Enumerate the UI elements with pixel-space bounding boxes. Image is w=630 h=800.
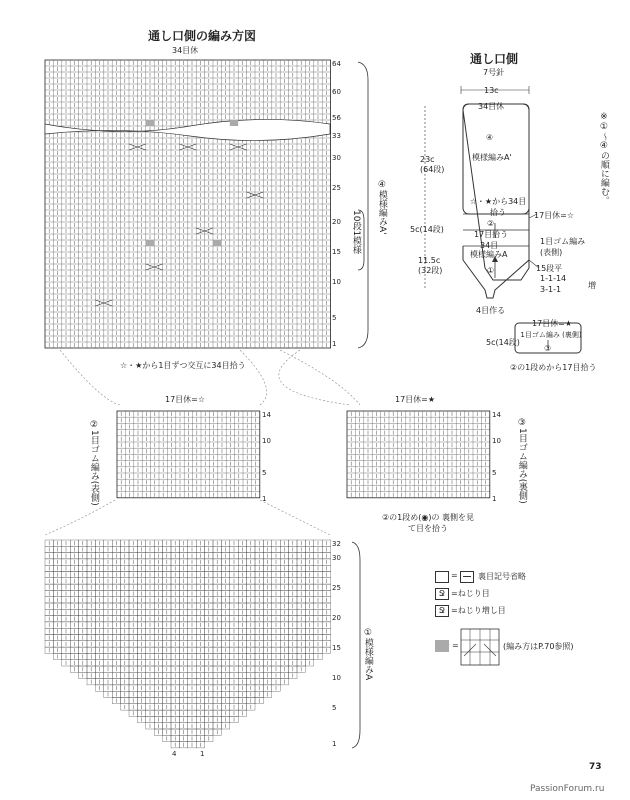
schematic-pickup-note: ☆・★から34目拾う [469, 197, 527, 217]
row-label: 25 [332, 184, 341, 192]
schematic-dim-23: 23c (64段) [420, 155, 445, 174]
row-label: 5 [332, 314, 337, 322]
schematic-rest-star-white: 17目休=☆ [534, 211, 575, 220]
row-label: 15 [332, 248, 341, 256]
schematic-increase-word: 増 [588, 281, 596, 290]
top-chart-stitch-label: 34目休 [172, 46, 199, 55]
legend-purl-box [460, 571, 474, 583]
top-stitch-chart [40, 58, 340, 356]
row-label: 30 [332, 154, 341, 162]
grey-cell [146, 120, 154, 126]
schematic-part1-num: ① [487, 266, 495, 275]
row-label: 1 [332, 740, 337, 748]
bottom-chart-bracket [350, 540, 373, 750]
legend-cable-eq: = [452, 641, 459, 650]
mid-right-stitch-chart [344, 407, 504, 503]
bottom-stitch-num: 1 [200, 750, 205, 758]
schematic-width-top: 13c [484, 86, 499, 95]
row-label: 56 [332, 114, 341, 122]
schematic-increase-rows: 15段平 [536, 264, 563, 273]
mid-left-stitch-chart [114, 407, 274, 503]
schematic-dim-5: 5c(14段) [410, 225, 444, 234]
row-label: 30 [332, 554, 341, 562]
legend-cable-swatch [435, 640, 449, 652]
legend-knit-box [435, 571, 449, 583]
schematic-increase-1: 1-1-14 [540, 274, 567, 283]
legend-twist-text: =ねじり目 [451, 589, 490, 598]
top-chart-bracket [354, 60, 394, 350]
schematic-dim-11: 11.5c (32段) [418, 256, 443, 275]
schematic-needle: 7号針 [483, 68, 505, 77]
row-label: 10 [332, 674, 341, 682]
schematic-rib-front: 1目ゴム編み (表側) [540, 237, 586, 257]
row-label: 14 [492, 411, 501, 419]
mid-right-note: ②の1段め(◉)の 裏側を見て目を拾う [381, 513, 475, 533]
schematic-title: 通し口側 [470, 52, 519, 66]
legend-eq: = [451, 571, 458, 580]
row-label: 64 [332, 60, 341, 68]
schematic-stitch-34: 34目 [480, 241, 499, 250]
top-chart-section-label: ④模様編みA' [376, 180, 387, 235]
row-label: 15 [332, 644, 341, 652]
legend-cable-ref: (編み方はP.70参照) [503, 642, 574, 651]
schematic-order-note: ※①～④の順に編む。 [598, 112, 609, 205]
row-label: 33 [332, 132, 341, 140]
schematic-part4-label: 模様編みA' [472, 153, 512, 162]
row-label: 20 [332, 614, 341, 622]
row-label: 1 [332, 340, 337, 348]
row-label: 10 [492, 437, 501, 445]
bottom-chart-section-label: ①模様編みA [362, 628, 373, 681]
bottom-stitch-num: 4 [172, 750, 177, 758]
schematic-part2-num: ② [487, 219, 495, 228]
legend-purl-text: 裏目記号省略 [478, 572, 526, 581]
top-chart-repeat-label: 10段1模様 [350, 210, 361, 255]
row-label: 25 [332, 584, 341, 592]
row-label: 60 [332, 88, 341, 96]
schematic-stitch-top: 34目休 [478, 102, 505, 111]
legend-twist-inc-box: Ջ [435, 605, 449, 617]
top-chart-bottom-note: ☆・★から1目ずつ交互に34目拾う [120, 361, 246, 370]
page-number: 73 [589, 762, 602, 772]
schematic-part3-pickup: ②の1段めから17目拾う [510, 363, 597, 372]
grey-cell [213, 240, 221, 246]
watermark: PassionForum.ru [530, 784, 605, 794]
schematic-part2-label: 17目拾う [474, 230, 509, 239]
schematic-part4-num: ④ [486, 133, 494, 142]
legend-twist-box: Ջ [435, 588, 449, 600]
schematic-increase-2: 3-1-1 [540, 285, 562, 294]
grey-cell [230, 120, 238, 126]
schematic-part3-rest: 17目休=★ [532, 319, 573, 328]
schematic-part3-num: ③ [544, 344, 552, 353]
row-label: 14 [262, 411, 271, 419]
grey-cell [146, 240, 154, 246]
row-label: 5 [332, 704, 337, 712]
row-label: 1 [492, 495, 497, 503]
schematic-part3-dim: 5c(14段) [486, 338, 520, 347]
schematic-part3-label: 1目ゴム編み (裏側) [520, 331, 582, 339]
row-label: 32 [332, 540, 341, 548]
mid-left-stitch-label: 17目休=☆ [165, 395, 206, 404]
legend-cable-diagram [460, 628, 500, 666]
row-label: 20 [332, 218, 341, 226]
mid-right-side-label: ③1目ゴム編み(裏側) [516, 418, 527, 504]
bottom-stitch-chart [40, 538, 340, 760]
legend-twist-inc-text: =ねじり増し目 [451, 606, 506, 615]
row-label: 1 [262, 495, 267, 503]
mid-left-side-label: ②1目ゴム編み(表側) [88, 420, 99, 506]
row-label: 10 [262, 437, 271, 445]
row-label: 5 [262, 469, 267, 477]
schematic-cast-on: 4目作る [476, 306, 506, 315]
schematic-part1-label: 模様編みA [470, 250, 508, 259]
row-label: 10 [332, 278, 341, 286]
row-label: 5 [492, 469, 497, 477]
main-title: 通し口側の編み方図 [148, 29, 257, 43]
mid-right-stitch-label: 17目休=★ [395, 395, 436, 404]
